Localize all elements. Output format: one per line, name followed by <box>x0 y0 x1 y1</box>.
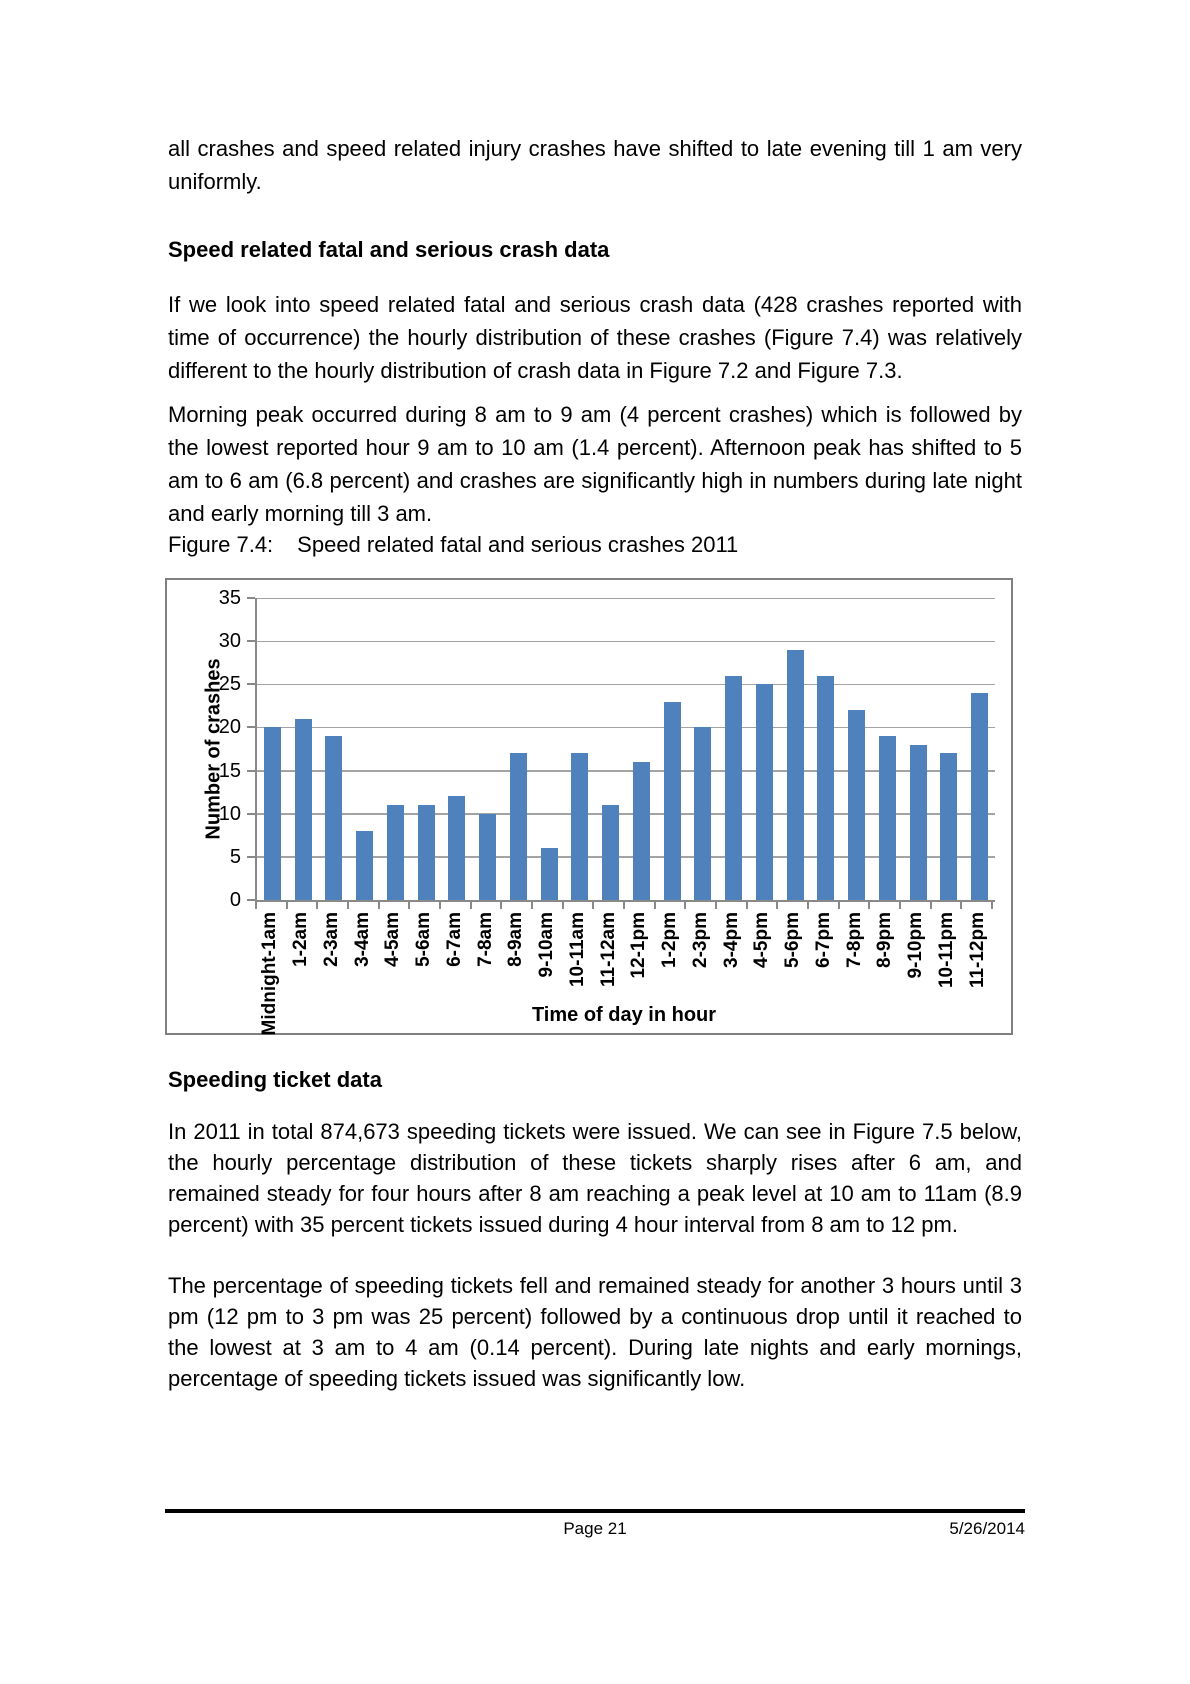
bar-slot <box>749 598 780 900</box>
x-tick-mark <box>901 902 932 909</box>
bar <box>356 831 373 900</box>
x-tick-mark <box>809 902 840 909</box>
x-tick-mark <box>257 902 288 909</box>
x-tick-mark <box>502 902 533 909</box>
bar-slot <box>411 598 442 900</box>
bar-slot <box>595 598 626 900</box>
bar-slot <box>349 598 380 900</box>
bar-slot <box>657 598 688 900</box>
paragraph-crash-data: If we look into speed related fatal and serious crash data (428 crashes reported with time of occurrence) the hourly distribution of these crashes (Figure 7.4) was relatively different to the hourly distribution of crash data in Figure 7.2 and Figure 7.3. <box>168 292 1022 383</box>
bar-slot <box>903 598 934 900</box>
y-tick-mark <box>247 640 255 642</box>
x-tick-label: 6-7am <box>443 912 465 967</box>
bar-slot <box>626 598 657 900</box>
x-tick-label: 1-2pm <box>659 912 681 968</box>
heading-crash-data: Speed related fatal and serious crash data <box>168 237 610 262</box>
bar <box>756 684 773 900</box>
bar-slot <box>257 598 288 900</box>
x-tick-mark <box>380 902 411 909</box>
bar <box>940 753 957 900</box>
bar <box>448 796 465 900</box>
x-tick-label: 4-5pm <box>751 912 773 968</box>
bar <box>848 710 865 900</box>
bar <box>325 736 342 900</box>
x-tick-label: 4-5am <box>382 912 404 967</box>
x-tick-label: 5-6pm <box>782 912 804 968</box>
x-tick-label: 3-4am <box>351 912 373 967</box>
x-tick-label: 6-7pm <box>812 912 834 968</box>
bar-slot <box>288 598 319 900</box>
footer-date: 5/26/2014 <box>949 1519 1025 1538</box>
x-tick-row <box>255 902 993 909</box>
bar <box>817 676 834 900</box>
x-tick-label: 12-1pm <box>628 912 650 979</box>
x-tick-mark <box>717 902 748 909</box>
bar <box>479 814 496 900</box>
x-tick-label: 11-12pm <box>966 912 988 989</box>
y-axis-labels <box>167 587 255 911</box>
bar-slot <box>688 598 719 900</box>
x-tick-label: 8-9pm <box>874 912 896 968</box>
bar-slot <box>811 598 842 900</box>
bars <box>257 598 995 900</box>
x-tick-label: 10-11pm <box>935 912 957 989</box>
bar-slot <box>565 598 596 900</box>
figure-caption-label: Figure 7.4: <box>168 532 274 557</box>
figure-7-4-bar-chart <box>165 578 1013 1035</box>
x-tick-label: 2-3pm <box>689 912 711 968</box>
bar <box>387 805 404 900</box>
bar-slot <box>964 598 995 900</box>
x-tick-mark <box>962 902 993 909</box>
x-tick-mark <box>625 902 656 909</box>
x-tick-mark <box>533 902 564 909</box>
plot-area <box>255 598 995 902</box>
y-tick-label: 20 <box>218 716 241 739</box>
y-tick-label: 5 <box>229 845 241 868</box>
bar-slot <box>872 598 903 900</box>
bar <box>664 702 681 900</box>
x-tick-label: 1-2am <box>290 912 312 967</box>
paragraph-intro: all crashes and speed related injury crashes have shifted to late evening till 1 am very uniformly. <box>168 136 1022 194</box>
x-tick-mark <box>594 902 625 909</box>
bar-slot <box>442 598 473 900</box>
x-tick-label: 8-9am <box>505 912 527 967</box>
figure-caption-title: Speed related fatal and serious crashes 2011 <box>297 532 739 557</box>
y-tick-label: 0 <box>229 889 241 911</box>
bar-slot <box>718 598 749 900</box>
x-tick-mark <box>441 902 472 909</box>
x-tick-mark <box>564 902 595 909</box>
y-tick-mark <box>247 813 255 815</box>
bar-slot <box>472 598 503 900</box>
bar-slot <box>841 598 872 900</box>
x-tick-mark <box>778 902 809 909</box>
x-tick-mark <box>349 902 380 909</box>
x-tick-label: 11-12am <box>597 912 619 988</box>
page-number: Page 21 <box>563 1519 627 1538</box>
y-tick-mark <box>247 683 255 685</box>
x-tick-label: 5-6am <box>413 912 435 967</box>
y-tick-mark <box>247 899 255 901</box>
x-tick-mark <box>870 902 901 909</box>
page-footer <box>165 1509 1025 1540</box>
y-tick-label: 35 <box>218 587 241 609</box>
x-tick-label: 7-8pm <box>843 912 865 968</box>
y-tick-label: 30 <box>218 630 241 653</box>
paragraph-morning-peak: Morning peak occurred during 8 am to 9 am (4 percent crashes) which is followed by the lowest reported hour 9 am to 10 am (1.4 percent). Afternoon peak has shifted to 5 am to 6 am (6.8 percent) and crashes are significantly high in numbers during late night and early morning till 3 am. <box>168 402 1022 526</box>
bar <box>725 676 742 900</box>
bar <box>879 736 896 900</box>
bar-slot <box>503 598 534 900</box>
bar-slot <box>380 598 411 900</box>
x-tick-label: 7-8am <box>474 912 496 967</box>
bar <box>602 805 619 900</box>
x-tick-label: 9-10am <box>536 912 558 978</box>
heading-speeding-tickets: Speeding ticket data <box>168 1067 382 1092</box>
x-tick-mark <box>288 902 319 909</box>
bar <box>571 753 588 900</box>
bar-slot <box>534 598 565 900</box>
y-tick-mark <box>247 770 255 772</box>
x-tick-label: 9-10pm <box>905 912 927 979</box>
x-tick-mark <box>748 902 779 909</box>
x-tick-mark <box>686 902 717 909</box>
bar <box>694 727 711 900</box>
bar <box>264 727 281 900</box>
bar <box>633 762 650 900</box>
y-tick-mark <box>247 597 255 599</box>
x-tick-label: 10-11am <box>566 912 588 988</box>
bar <box>541 848 558 900</box>
bar <box>910 745 927 900</box>
x-tick-mark <box>472 902 503 909</box>
bar-slot <box>319 598 350 900</box>
y-tick-mark <box>247 726 255 728</box>
y-tick-label: 15 <box>218 759 241 782</box>
x-tick-mark <box>656 902 687 909</box>
bar <box>418 805 435 900</box>
bar <box>971 693 988 900</box>
bar-slot <box>934 598 965 900</box>
bar <box>787 650 804 900</box>
y-axis-title: Number of crashes <box>202 658 225 840</box>
x-tick-mark <box>318 902 349 909</box>
x-tick-label: Midnight-1am <box>259 912 281 1036</box>
y-tick-label: 25 <box>218 673 241 696</box>
y-tick-label: 10 <box>218 802 241 825</box>
x-tick-label: 2-3am <box>320 912 342 967</box>
bar <box>510 753 527 900</box>
bar <box>295 719 312 900</box>
figure-caption <box>168 530 1022 560</box>
paragraph-tickets-2: The percentage of speeding tickets fell and remained steady for another 3 hours until 3 pm (12 pm to 3 pm was 25 percent) followed by a continuous drop until it reached to the lowest at 3 am to 4 am (0.14 percent). During late nights and early mornings, percentage of speeding tickets issued was significantly low. <box>168 1273 1022 1391</box>
x-axis-title: Time of day in hour <box>531 1004 717 1026</box>
x-tick-mark <box>410 902 441 909</box>
paragraph-tickets-1: In 2011 in total 874,673 speeding tickets were issued. We can see in Figure 7.5 below, the hourly percentage distribution of these tickets sharply rises after 6 am, and remained steady for four hours after 8 am reaching a peak level at 10 am to 11am (8.9 percent) with 35 percent tickets issued during 4 hour interval from 8 am to 12 pm. <box>168 1119 1022 1237</box>
x-tick-mark <box>932 902 963 909</box>
x-tick-label: 3-4pm <box>720 912 742 968</box>
x-tick-mark <box>840 902 871 909</box>
bar-slot <box>780 598 811 900</box>
y-tick-mark <box>247 856 255 858</box>
